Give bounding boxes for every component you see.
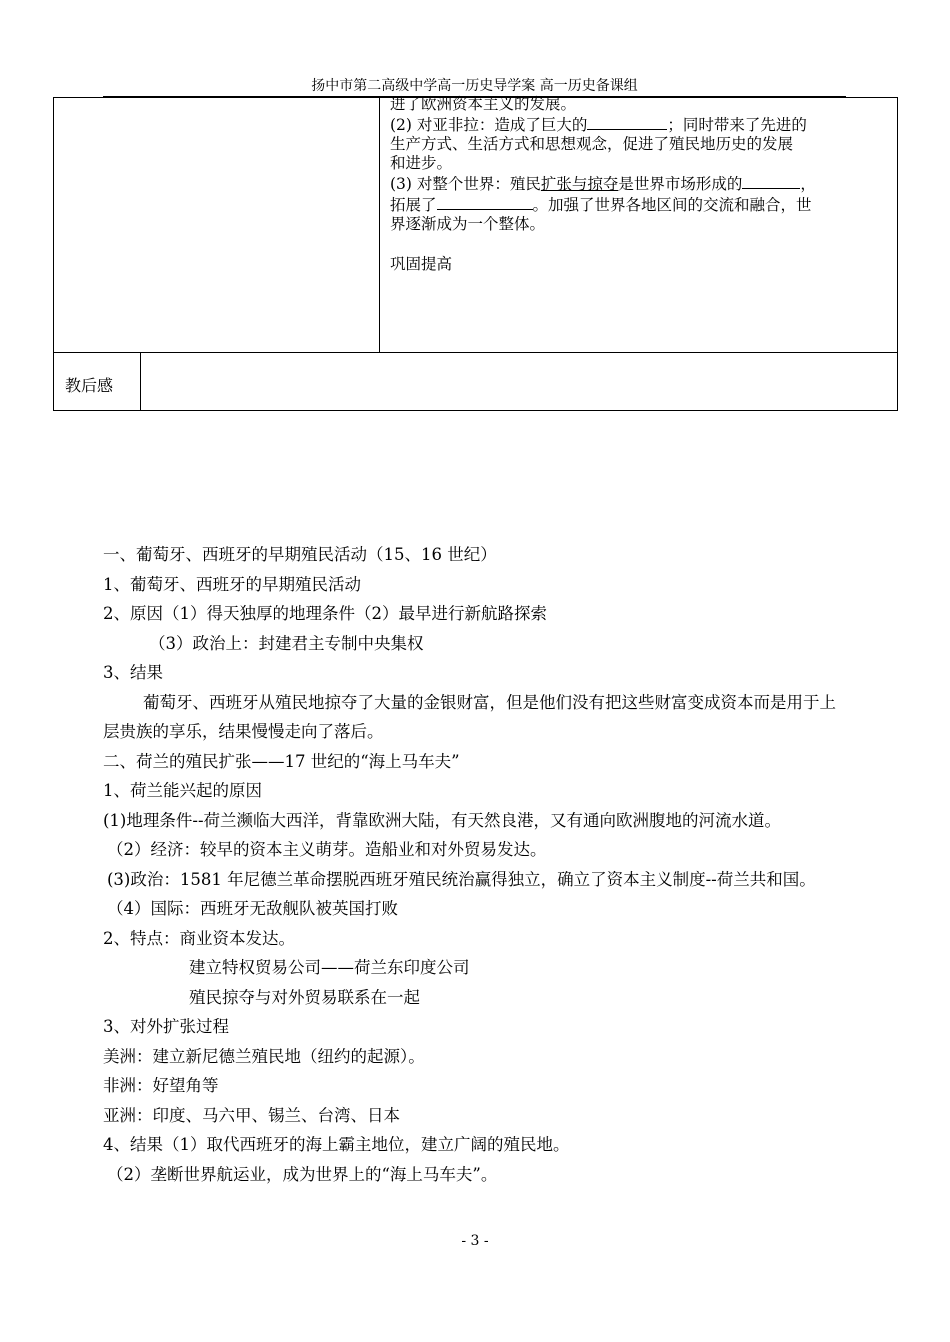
paragraph: 葡萄牙、西班牙从殖民地掠夺了大量的金银财富，但是他们没有把这些财富变成资本而是用于上层贵族的享乐，结果慢慢走向了落后。 (103, 692, 836, 741)
table-line: 和进步。 (390, 154, 453, 172)
paragraph: (1)地理条件--荷兰濒临大西洋，背靠欧洲大陆，有天然良港，又有通向欧洲腹地的河流水道。 (103, 810, 782, 830)
text-line: 1、葡萄牙、西班牙的早期殖民活动 (103, 574, 361, 594)
fill-blank[interactable] (587, 114, 667, 130)
text-line: 3、结果 (103, 663, 163, 682)
text-line: （2）垄断世界航运业，成为世界上的“海上马车夫”。 (107, 1164, 498, 1184)
table-line: (3) 对整个世界：殖民扩张与掠夺是世界市场形成的 ， (390, 175, 816, 193)
text-line: 建立特权贸易公司——荷兰东印度公司 (189, 958, 470, 977)
section-heading: 二、荷兰的殖民扩张——17 世纪的“海上马车夫” (103, 751, 460, 771)
table-line: 进了欧洲资本主义的发展。 (390, 95, 577, 113)
text-line: 2、原因（1）得天独厚的地理条件（2）最早进行新航路探索 (103, 604, 547, 623)
left-empty-cell (54, 98, 380, 353)
table-line: 界逐渐成为一个整体。 (390, 215, 546, 233)
text-line: 殖民掠夺与对外贸易联系在一起 (189, 987, 420, 1007)
table-line: 生产方式、生活方式和思想观念，促进了殖民地历史的发展 (390, 135, 794, 153)
consolidate-heading: 巩固提高 (390, 255, 453, 273)
section-heading: 一、葡萄牙、西班牙的早期殖民活动（15、16 世纪） (103, 545, 497, 564)
text-line: 3、对外扩张过程 (103, 1017, 229, 1036)
text-line: 2、特点：商业资本发达。 (103, 928, 295, 948)
text-line: （3）政治上：封建君主专制中央集权 (149, 633, 424, 653)
text-line: 4、结果（1）取代西班牙的海上霸主地位，建立广阔的殖民地。 (103, 1135, 570, 1154)
text-line: 美洲：建立新尼德兰殖民地（纽约的起源）。 (103, 1046, 425, 1066)
lesson-table (53, 97, 898, 411)
page-number: - 3 - (461, 1233, 489, 1249)
right-content-cell (380, 95, 898, 353)
paragraph: (3)政治：1581 年尼德兰革命摆脱西班牙殖民统治赢得独立，确立了资本主义制度--荷兰共和国。 (107, 869, 816, 889)
text-line: （2）经济：较早的资本主义萌芽。造船业和对外贸易发达。 (107, 840, 547, 859)
page-header: 扬中市第二高级中学高一历史导学案 高一历史备课组 (311, 78, 638, 94)
after-class-field[interactable] (141, 353, 898, 411)
fill-blank[interactable] (742, 173, 800, 189)
text-line: （4）国际：西班牙无敌舰队被英国打败 (107, 899, 398, 918)
text-line: 亚洲：印度、马六甲、锡兰、台湾、日本 (103, 1105, 400, 1125)
table-line: 拓展了 。加强了世界各地区间的交流和融合，世 (390, 196, 812, 214)
after-class-label: 教后感 (54, 353, 141, 411)
lesson-notes (103, 540, 863, 1189)
text-line: 1、荷兰能兴起的原因 (103, 781, 262, 800)
text-line: 非洲：好望角等 (103, 1076, 219, 1095)
fill-blank[interactable] (437, 194, 533, 210)
table-line: (2) 对亚非拉：造成了巨大的 ；同时带来了先进的 (390, 116, 807, 134)
